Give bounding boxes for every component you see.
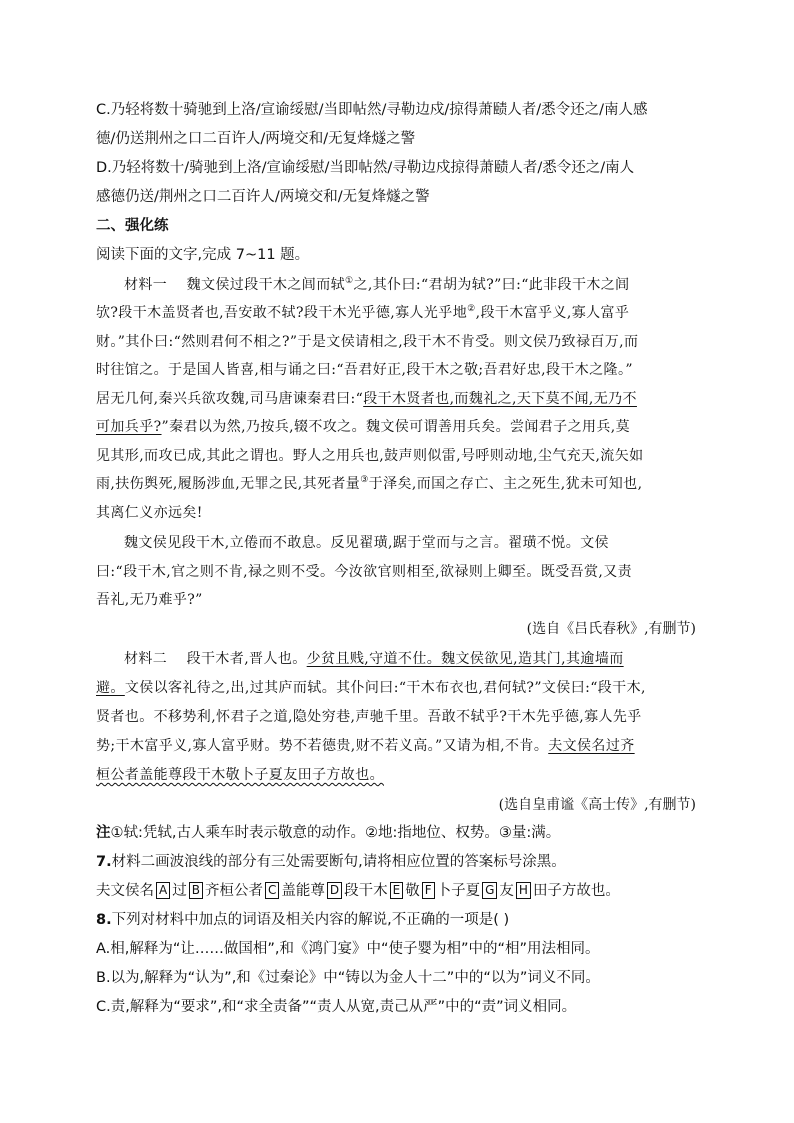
q7-segment: 过 [172,883,187,899]
m1-line-5 [96,389,696,409]
option-d-line-2: 感德仍送/荆州之口二百许人/两境交和/无复烽燧之警 [96,189,430,205]
option-c-line-1: C.乃轻将数十骑驰到上洛/宣谕绥慰/当即帖然/寻勒边戍/掠得萧赜人者/悉令还之/南人感 [96,102,648,118]
m1-para2-line-1: 魏文侯见段干木,立倦而不敢息。反见翟璜,踞于堂而与之言。翟璜不悦。文侯 [124,535,609,551]
m1-line-4: 时往馆之。于是国人皆喜,相与诵之曰:“吾君好正,段干木之敬;吾君好忠,段干木之隆。” [96,362,633,378]
underlined-sentence: 少贫且贱,守道不仕。魏文侯欲见,造其门,其逾墙而 [306,651,624,667]
m1-text: 欤?段干木盖贤者也,吾安敢不轼?段干木光乎德,寡人光乎地 [96,305,468,321]
wavy-underlined-sentence: 桓公者盖能尊段干木敬卜子夏友田子方故也。 [96,767,384,783]
m2-line-3: 贤者也。不移势利,怀君子之道,隐处穷巷,声驰千里。吾敢不轼乎?干木先乎德,寡人先乎 [96,709,642,725]
m1-line-7: 见其形,而攻已成,其此之谓也。野人之用兵也,鼓声则似雷,号呼则动地,尘气充天,流矢如 [96,448,644,464]
m2-line-1 [124,649,696,669]
m1-line-1 [124,275,696,295]
answer-mark-c[interactable]: C [265,882,279,899]
wavy-underlined-sentence: 夫文侯名过齐 [548,738,635,754]
q7-segment: 夫文侯名 [96,883,154,899]
m2-text: 势;干木富乎义,寡人富乎财。势不若德贵,财不若义高。”又请为相,不肯。 [96,738,549,754]
m1-text: 于泽矣,而国之存亡、主之死生,犹未可知也, [368,476,643,492]
m2-source: (选自皇甫谧《高士传》,有删节) [498,797,696,813]
m1-text: 魏文侯过段干木之闾而轼 [186,277,346,293]
question-number: 7. [96,854,112,870]
m1-text: 之,其仆曰:“君胡为轼?”曰:“此非段干木之闾 [353,277,630,293]
question-number: 8. [96,912,112,928]
m1-line-8 [96,474,696,494]
footnote-mark: ② [467,304,476,314]
underlined-sentence: 避。 [96,680,125,696]
m1-text: 居无几何,秦兴兵欲攻魏,司马唐谏秦君曰:“ [96,391,364,407]
section-heading: 二、强化练 [96,218,169,234]
q7-segment: 齐桓公者 [204,883,263,899]
m2-text: 文侯以客礼待之,出,过其庐而轼。其仆问曰:“干木布衣也,君何轼?”文侯曰:“段干木, [124,680,646,696]
q8-option-a: A.相,解释为“让……做国相”,和《鸿门宴》中“使子婴为相”中的“相”用法相同。 [96,941,600,957]
answer-mark-a[interactable]: A [156,882,170,899]
m1-text: ”秦君以为然,乃按兵,辍不攻之。魏文侯可谓善用兵矣。尝闻君子之用兵,莫 [161,419,631,435]
m1-line-9: 其离仁义亦远矣! [96,505,203,521]
m1-para2-line-2: 曰:“段干木,官之则不肯,禄之则不受。今汝欲官则相至,欲禄则上卿至。既受吾赏,又责 [96,564,633,580]
q7-segment: 卜子夏 [436,883,481,899]
material-2-label: 材料二 [124,651,168,667]
notes [96,823,696,843]
answer-mark-f[interactable]: F [422,882,435,899]
q7-segment: 段干木 [344,883,388,899]
option-c-line-2: 德/仍送荆州之口二百许人/两境交和/无复烽燧之警 [96,131,416,147]
question-text: 材料二画波浪线的部分有三处需要断句,请将相应位置的答案标号涂黑。 [111,854,566,870]
q7-segment: 盖能尊 [281,883,325,899]
q8-option-b: B.以为,解释为“认为”,和《过秦论》中“铸以为金人十二”中的“以为”词义不同。 [96,970,600,986]
m2-line-4 [96,736,696,756]
q8-option-c: C.责,解释为“要求”,和“求全责备”“责人从宽,责己从严”中的“责”词义相同。 [96,999,577,1015]
note-text: ①轼:凭轼,古人乘车时表示敬意的动作。②地:指地位、权势。③量:满。 [110,825,561,841]
answer-mark-d[interactable]: D [327,882,342,899]
underlined-sentence: 可加兵乎? [96,419,162,435]
answer-mark-b[interactable]: B [189,882,203,899]
m2-line-5 [96,765,696,785]
m1-para2-line-3: 吾礼,无乃难乎?” [96,592,203,608]
m1-line-3: 财。”其仆曰:“然则君何不相之?”于是文侯请相之,段干木不肯受。则文侯乃致禄百万,而 [96,334,639,350]
question-text: 下列对材料中加点的词语及相关内容的解说,不正确的一项是( ) [111,912,510,928]
footnote-mark: ① [345,276,354,286]
m1-text: ,段干木富乎义,寡人富乎 [475,305,630,321]
q7-segment: 敬 [405,883,420,899]
note-label: 注 [96,825,111,841]
m2-text: 段干木者,晋人也。 [186,651,307,667]
m1-line-2 [96,303,696,323]
m1-text: 雨,扶伤舆死,履肠涉血,无罪之民,其死者量 [96,476,361,492]
m2-line-2 [96,678,696,698]
q7-segment: 田子方故也。 [532,883,620,899]
underlined-sentence: 段干木贤者也,而魏礼之,天下莫不闻,无乃不 [363,391,637,407]
q7-segment: 友 [499,883,514,899]
answer-mark-g[interactable]: G [482,882,497,899]
question-7 [96,852,696,872]
question-8 [96,910,696,930]
material-1-label: 材料一 [124,277,168,293]
q7-sentence [96,881,696,901]
answer-mark-e[interactable]: E [390,882,404,899]
instruction: 阅读下面的文字,完成 7~11 题。 [96,247,310,263]
m1-line-6 [96,417,696,437]
m1-source: (选自《吕氏春秋》,有删节) [526,621,696,637]
option-d-line-1: D.乃轻将数十/骑驰到上洛/宣谕绥慰/当即帖然/寻勒边戍掠得萧赜人者/悉令还之/南人 [96,160,635,176]
footnote-mark: ③ [360,475,369,485]
answer-mark-h[interactable]: H [516,882,531,899]
